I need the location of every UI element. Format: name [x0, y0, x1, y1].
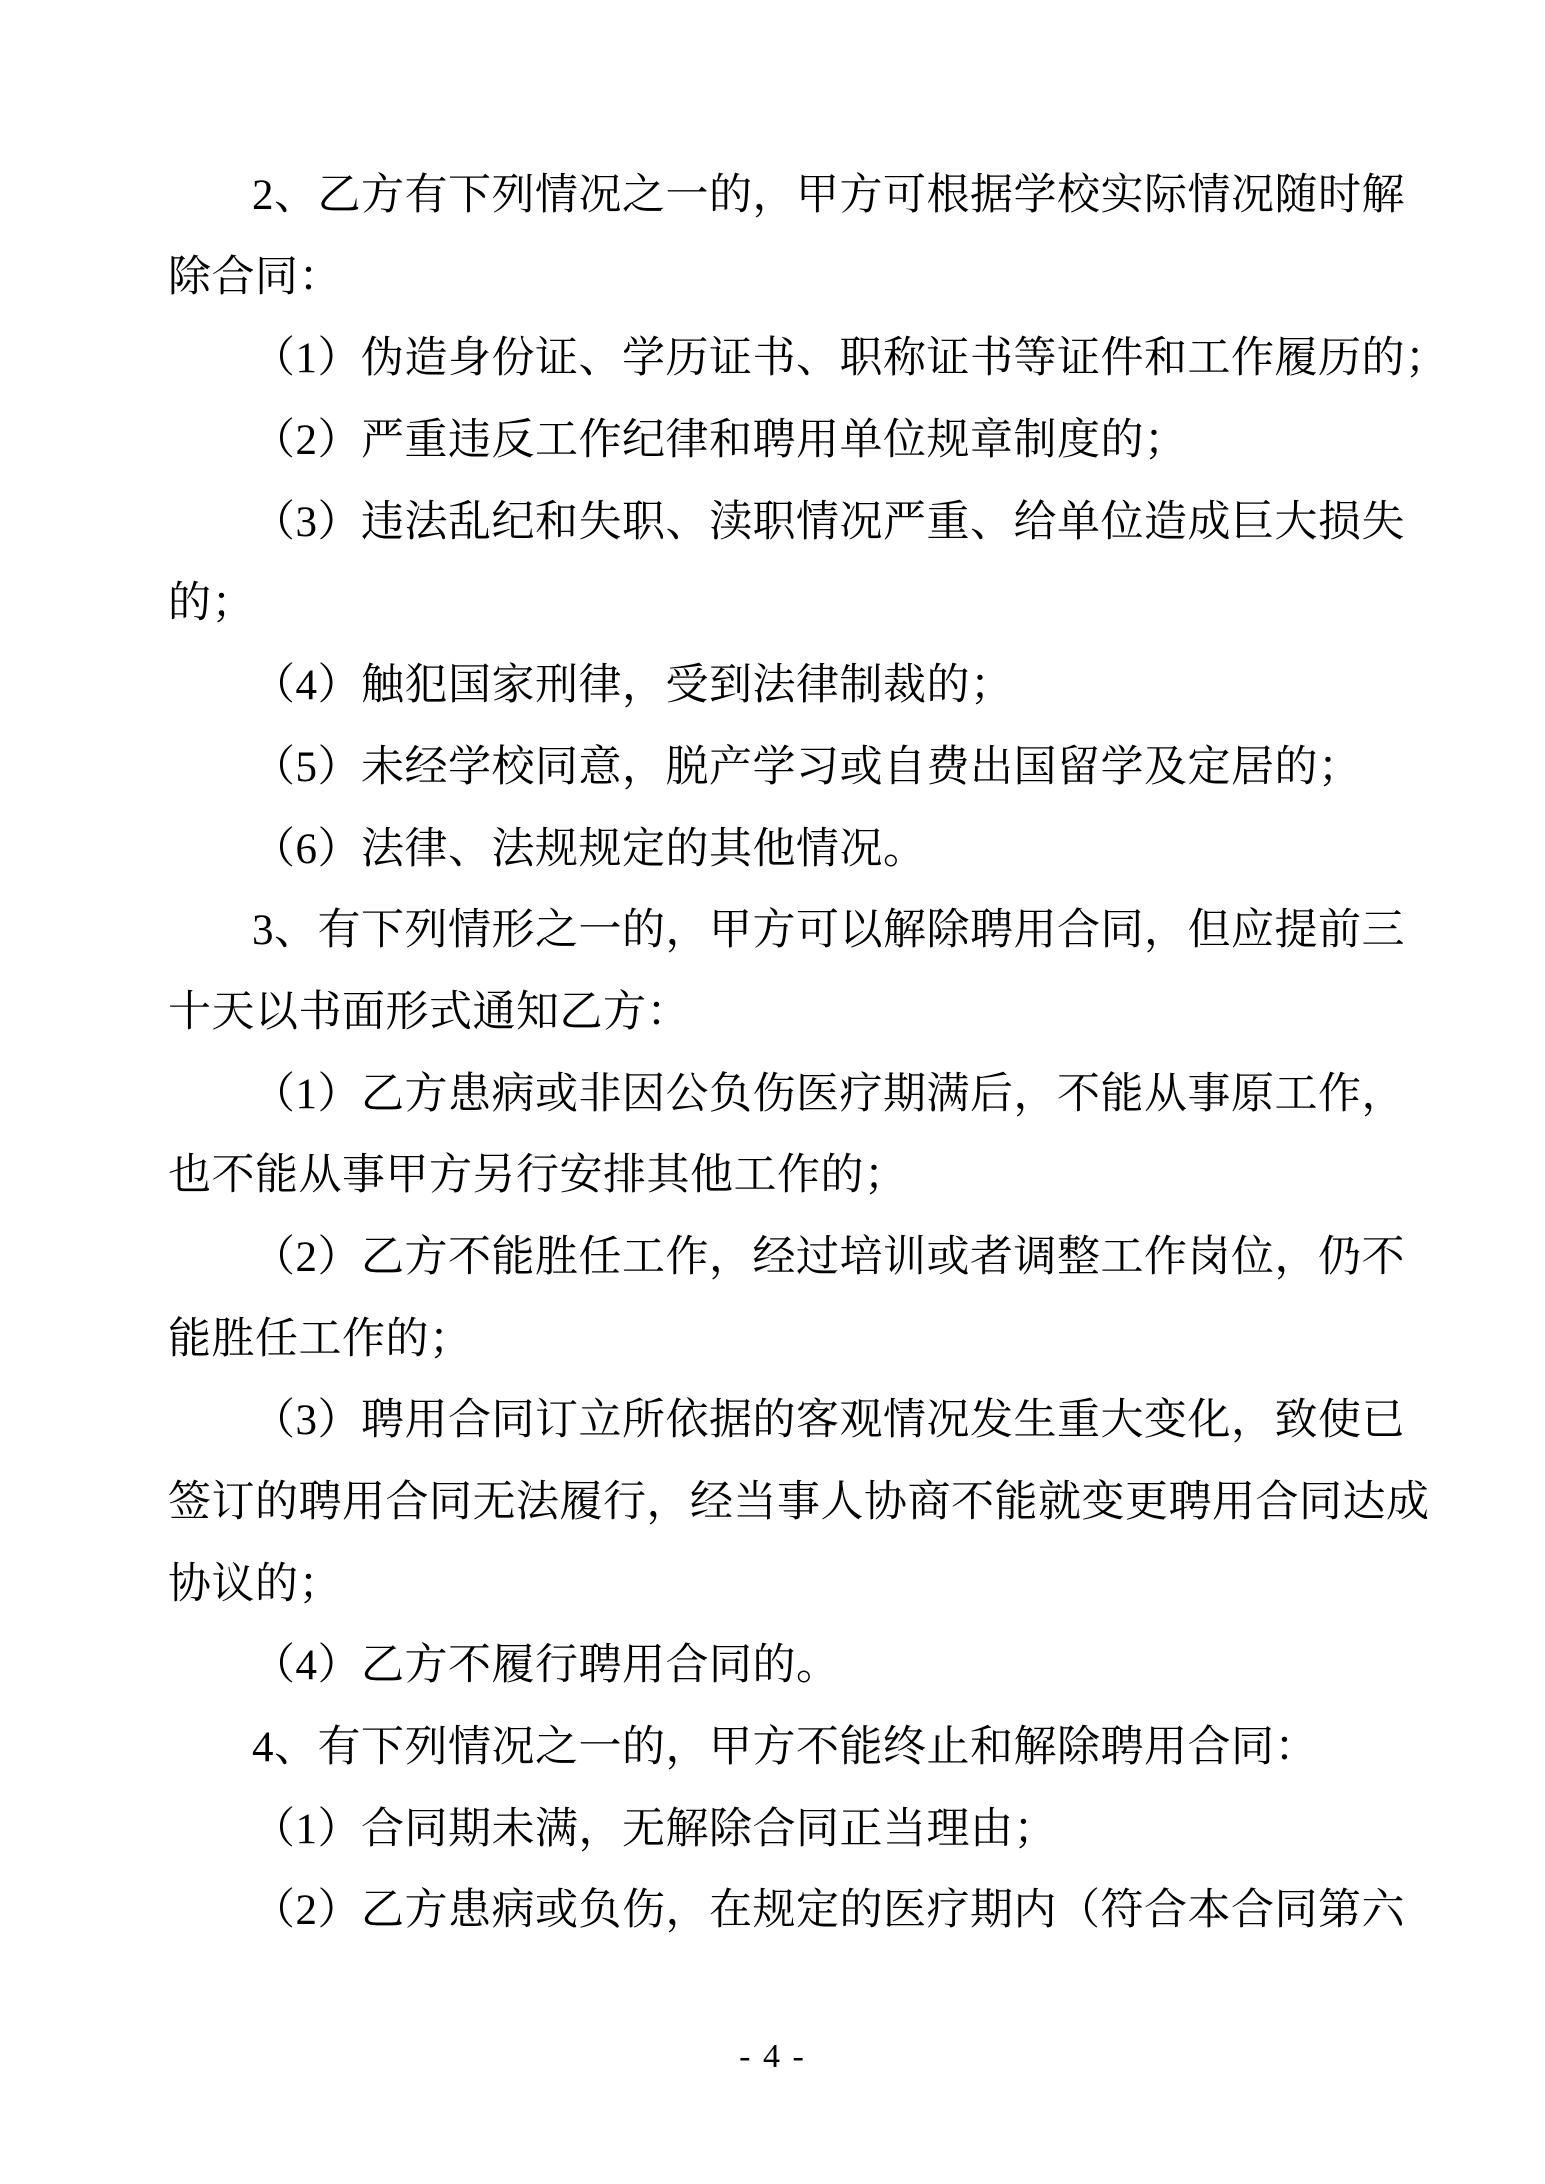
- text-line: （2）乙方患病或负伤，在规定的医疗期内（符合本合同第六: [252, 1887, 1405, 1935]
- text-line: （3）违法乱纪和失职、渎职情况严重、给单位造成巨大损失: [252, 498, 1405, 546]
- page-number: - 4 -: [739, 2038, 806, 2075]
- text-line: 十天以书面形式通知乙方：: [168, 988, 690, 1036]
- text-line: （4）触犯国家刑律，受到法律制裁的；: [252, 662, 1014, 710]
- document-body: [168, 155, 1449, 1952]
- text-line: （3）聘用合同订立所依据的客观情况发生重大变化，致使已: [252, 1397, 1405, 1445]
- text-line: 的；: [168, 580, 255, 628]
- text-line: 能胜任工作的；: [168, 1315, 473, 1363]
- text-line: 除合同：: [168, 253, 342, 301]
- text-line: （1）合同期未满，无解除合同正当理由；: [252, 1805, 1057, 1853]
- text-line: （1）伪造身份证、学历证书、职称证书等证件和工作履历的；: [252, 335, 1449, 383]
- page-footer: [0, 2038, 1545, 2076]
- text-line: 3、有下列情形之一的，甲方可以解除聘用合同，但应提前三: [252, 907, 1405, 955]
- text-line: 签订的聘用合同无法履行，经当事人协商不能就变更聘用合同达成: [168, 1479, 1430, 1526]
- text-line: 协议的；: [168, 1560, 342, 1608]
- text-line: （1）乙方患病或非因公负伤医疗期满后，不能从事原工作，: [252, 1070, 1405, 1118]
- text-line: （6）法律、法规规定的其他情况。: [252, 825, 927, 873]
- text-line: 也不能从事甲方另行安排其他工作的；: [168, 1152, 908, 1200]
- text-line: （4）乙方不履行聘用合同的。: [252, 1642, 840, 1690]
- text-line: （5）未经学校同意，脱产学习或自费出国留学及定居的；: [252, 743, 1362, 791]
- text-line: （2）严重违反工作纪律和聘用单位规章制度的；: [252, 417, 1188, 465]
- text-line: （2）乙方不能胜任工作，经过培训或者调整工作岗位，仍不: [252, 1233, 1405, 1281]
- text-line: 4、有下列情况之一的，甲方不能终止和解除聘用合同：: [252, 1724, 1318, 1772]
- text-line: 2、乙方有下列情况之一的，甲方可根据学校实际情况随时解: [252, 172, 1405, 219]
